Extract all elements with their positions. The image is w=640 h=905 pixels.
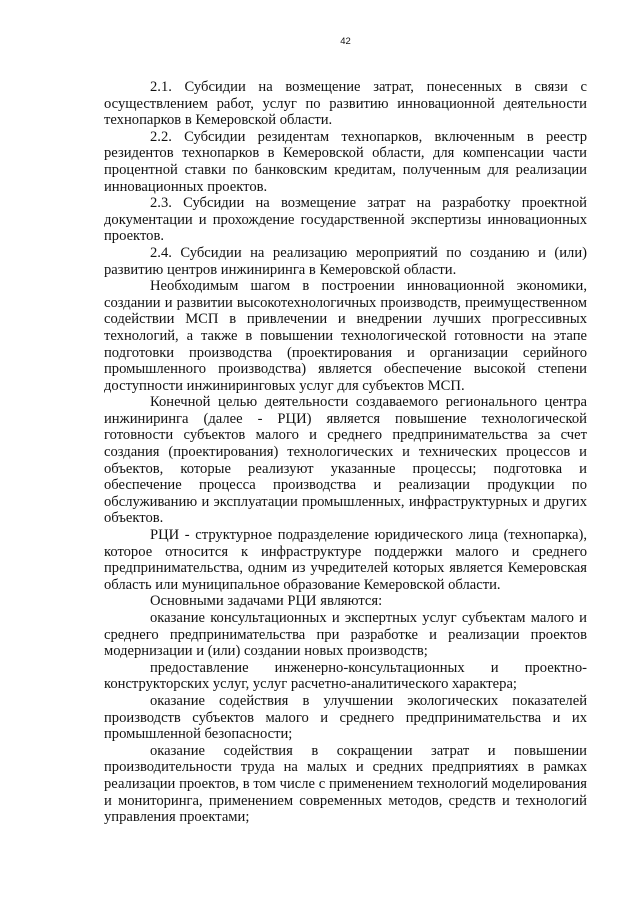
list-item-ecology-support: оказание содействия в улучшении экологических показателей производств субъектов малого и среднего предпринимательства и их промышленной безопасности; xyxy=(104,692,587,743)
paragraph-subsidy-2-4: 2.4. Субсидии на реализацию мероприятий по созданию и (или) развитию центров инжиниринга в Кемеровской области. xyxy=(104,244,587,278)
paragraph-rci-definition: РЦИ - структурное подразделение юридического лица (технопарка), которое относится к инфраструктуре поддержки малого и среднего предпринимательства, одним из учредителей которых является Кемеровская область или муниципальное образование Кемеровской области. xyxy=(104,527,587,593)
paragraph-subsidy-2-2: 2.2. Субсидии резидентам технопарков, включенным в реестр резидентов технопарков в Кемеровской области, для компенсации части процентной ставки по банковским кредитам, полученным для реализации инновационных проектов. xyxy=(104,128,587,195)
list-item-cost-reduction: оказание содействия в сокращении затрат и повышении производительности труда на малых и средних предприятиях в рамках реализации проектов, в том числе с применением технологий моделирования и мониторинга, применением современных методов, средств и технологий управления проектами; xyxy=(104,742,587,826)
list-item-engineering-services: предоставление инженерно-консультационных и проектно-конструкторских услуг, услуг расчетно-аналитического характера; xyxy=(104,659,587,693)
document-body xyxy=(104,79,587,826)
list-item-consulting-services: оказание консультационных и экспертных услуг субъектам малого и среднего предпринимательства при разработке и реализации проектов модернизации и (или) создании новых производств; xyxy=(104,610,587,660)
paragraph-subsidy-2-1: 2.1. Субсидии на возмещение затрат, понесенных в связи с осуществлением работ, услуг по развитию инновационной деятельности технопарков в Кемеровской области. xyxy=(104,79,587,129)
paragraph-subsidy-2-3: 2.3. Субсидии на возмещение затрат на разработку проектной документации и прохождение государственной экспертизы инновационных проектов. xyxy=(104,195,587,245)
paragraph-rci-tasks-heading: Основными задачами РЦИ являются: xyxy=(150,593,383,610)
paragraph-innovation-economy: Необходимым шагом в построении инновационной экономики, создании и развитии высокотехнологичных производств, преимущественном содействии МСП в привлечении и внедрении лучших прогрессивных технологий, а также в повышении технологической готовности на этапе подготовки производства (проектирования и организации серийного промышленного производства) является обеспечение высокой степени доступности инжиниринговых услуг для субъектов МСП. xyxy=(104,278,587,394)
page-number: 42 xyxy=(340,36,351,47)
paragraph-rci-goal: Конечной целью деятельности создаваемого регионального центра инжиниринга (далее - РЦИ) является повышение технологической готовности субъектов малого и среднего предпринимательства за счет создания (проектирования) технологических и технических процессов и объектов, которые реализуют указанные процессы; подготовка и обеспечение процесса производства и реализации продукции по обслуживанию и эксплуатации промышленных, инфраструктурных и других объектов. xyxy=(104,394,587,527)
